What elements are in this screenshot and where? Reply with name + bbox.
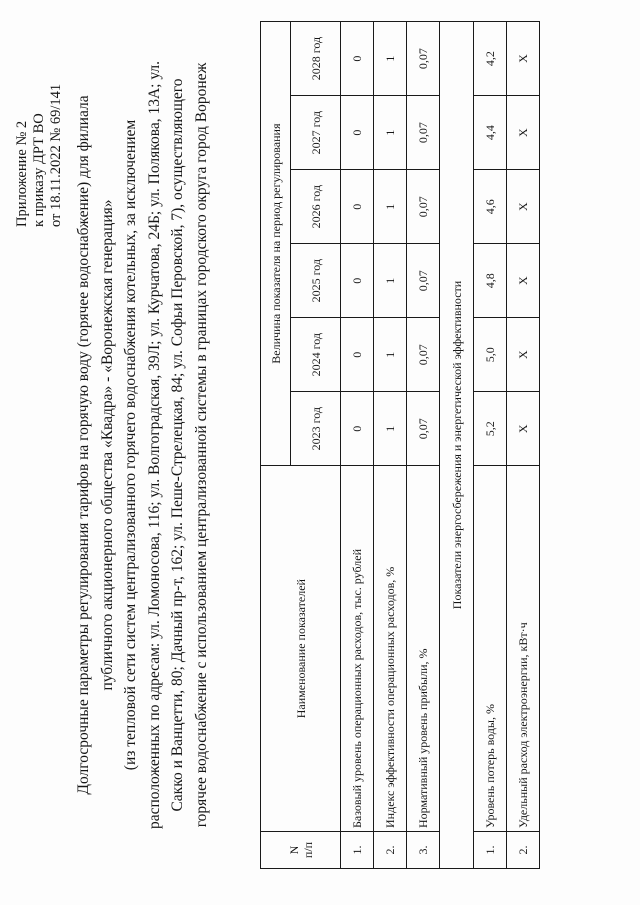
row-value: 1	[374, 318, 407, 392]
row-value: 1	[374, 22, 407, 96]
row-value: 1	[374, 170, 407, 244]
row-value: X	[507, 96, 540, 170]
header-indicator-name: Наименование показателей	[261, 466, 341, 832]
row-number: 2.	[374, 832, 407, 869]
row-value: 4,6	[474, 170, 507, 244]
heading-line: Сакко и Ванцетти, 80; Дачный пр-т, 162; ул. Пеше-Стрелецкая, 84; ул. Софьи Перовской, 7), осуществляющего	[169, 78, 186, 812]
row-value: 0,07	[407, 318, 440, 392]
appendix-line: Приложение № 2	[14, 120, 30, 227]
row-value: 5,0	[474, 318, 507, 392]
row-value: 4,8	[474, 244, 507, 318]
table-row	[341, 22, 374, 869]
row-value: 0,07	[407, 96, 440, 170]
row-indicator-name: Удельный расход электроэнергии, кВт·ч	[507, 466, 540, 832]
parameters-table	[260, 21, 540, 869]
row-value: 0	[341, 392, 374, 466]
row-value: X	[507, 170, 540, 244]
document-heading	[72, 25, 213, 865]
heading-line: горячее водоснабжение с использованием централизованной системы в границах городского округа город Воронеж	[192, 62, 210, 828]
header-year: 2028 год	[291, 22, 341, 96]
row-number: 3.	[407, 832, 440, 869]
table-row	[474, 22, 507, 869]
header-period-group: Величина показателя на период регулирования	[261, 22, 291, 466]
row-value: X	[507, 392, 540, 466]
row-value: X	[507, 22, 540, 96]
table-row	[507, 22, 540, 869]
row-value: 0	[341, 170, 374, 244]
section-heading: Показатели энергосбережения и энергетической эффективности	[440, 22, 474, 869]
header-year: 2023 год	[291, 392, 341, 466]
row-value: 5,2	[474, 392, 507, 466]
row-value: X	[507, 318, 540, 392]
appendix-line: к приказу ДРТ ВО	[31, 113, 47, 227]
appendix-line: от 18.11.2022 № 69/141	[48, 83, 64, 227]
row-indicator-name: Индекс эффективности операционных расходов, %	[374, 466, 407, 832]
row-value: X	[507, 244, 540, 318]
row-value: 1	[374, 244, 407, 318]
row-number: 2.	[507, 832, 540, 869]
row-value: 0,07	[407, 22, 440, 96]
row-indicator-name: Базовый уровень операционных расходов, тыс. рублей	[341, 466, 374, 832]
heading-line: Долгосрочные параметры регулирования тарифов на горячую воду (горячее водоснабжение) для филиала	[75, 95, 92, 795]
row-indicator-name: Нормативный уровень прибыли, %	[407, 466, 440, 832]
row-value: 1	[374, 96, 407, 170]
table-row	[374, 22, 407, 869]
rotated-document-body	[6, 15, 626, 875]
row-value: 0	[341, 22, 374, 96]
section-row	[440, 22, 474, 869]
row-value: 0	[341, 318, 374, 392]
header-number: N п/п	[261, 832, 341, 869]
header-year: 2027 год	[291, 96, 341, 170]
table-row	[407, 22, 440, 869]
heading-line: (из тепловой сети систем централизованного горячего водоснабжения котельных, за исключением	[122, 119, 139, 771]
row-value: 0	[341, 244, 374, 318]
heading-line: расположенных по адресам: ул. Ломоносова, 116; ул. Волгоградская, 39Л; ул. Курчатова, 24Б; ул. Полякова, 13А; ул.	[145, 60, 163, 830]
row-value: 0,07	[407, 392, 440, 466]
row-value: 0,07	[407, 244, 440, 318]
row-value: 1	[374, 392, 407, 466]
row-value: 4,2	[474, 22, 507, 96]
header-year: 2025 год	[291, 244, 341, 318]
row-value: 4,4	[474, 96, 507, 170]
header-year: 2024 год	[291, 318, 341, 392]
header-year: 2026 год	[291, 170, 341, 244]
heading-line: публичного акционерного общества «Квадра» - «Воронежская генерация»	[98, 199, 116, 691]
row-number: 1.	[474, 832, 507, 869]
row-indicator-name: Уровень потерь воды, %	[474, 466, 507, 832]
appendix-note	[14, 17, 65, 227]
row-value: 0,07	[407, 170, 440, 244]
row-number: 1.	[341, 832, 374, 869]
row-value: 0	[341, 96, 374, 170]
